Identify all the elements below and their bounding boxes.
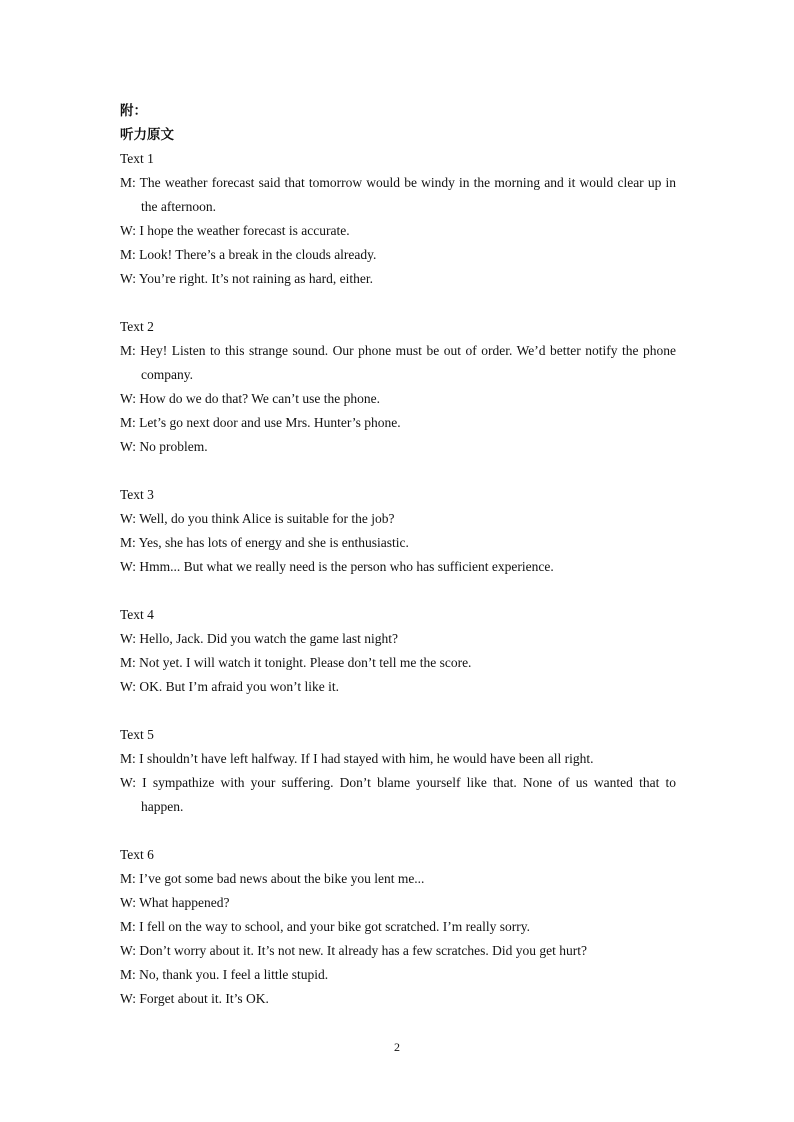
text-title: Text 2: [120, 319, 154, 334]
text-title: Text 4: [120, 607, 154, 622]
dialogue-line: W: What happened?: [120, 895, 230, 910]
text-title: Text 6: [120, 847, 154, 862]
dialogue-line: M: Not yet. I will watch it tonight. Please don’t tell me the score.: [120, 655, 472, 670]
dialogue-line: M: The weather forecast said that tomorrow would be windy in the morning and it would clear up in the afternoon.: [120, 175, 676, 214]
text-title: Text 5: [120, 727, 154, 742]
dialogue-line: M: Let’s go next door and use Mrs. Hunter’s phone.: [120, 415, 401, 430]
dialogue-line: M: Hey! Listen to this strange sound. Our phone must be out of order. We’d better notify the phone company.: [120, 343, 676, 382]
dialogue-line: W: How do we do that? We can’t use the phone.: [120, 391, 380, 406]
dialogue-line: W: Hmm... But what we really need is the person who has sufficient experience.: [120, 559, 554, 574]
transcript-section: [120, 315, 676, 459]
dialogue-line: M: I shouldn’t have left halfway. If I had stayed with him, he would have been all right.: [120, 751, 594, 766]
dialogue-line: W: Well, do you think Alice is suitable for the job?: [120, 511, 395, 526]
text-title: Text 3: [120, 487, 154, 502]
section-title: 听力原文: [120, 127, 174, 143]
transcript-section: [120, 843, 676, 1011]
section-gap: [120, 459, 676, 483]
page-number: 2: [394, 1040, 400, 1054]
section-gap: [120, 819, 676, 843]
dialogue-line: W: I hope the weather forecast is accurate.: [120, 223, 350, 238]
appendix-heading: 附：: [120, 103, 147, 119]
transcript-section: [120, 723, 676, 819]
dialogue-line: W: Forget about it. It’s OK.: [120, 991, 269, 1006]
transcript-section: [120, 147, 676, 291]
dialogue-line: M: I’ve got some bad news about the bike you lent me...: [120, 871, 425, 886]
document-page: [120, 99, 676, 1011]
dialogue-line: W: Hello, Jack. Did you watch the game last night?: [120, 631, 399, 646]
transcript-section: [120, 603, 676, 699]
dialogue-line: W: Don’t worry about it. It’s not new. It already has a few scratches. Did you get hurt?: [120, 943, 587, 958]
section-gap: [120, 291, 676, 315]
section-gap: [120, 699, 676, 723]
dialogue-line: W: You’re right. It’s not raining as hard, either.: [120, 271, 373, 286]
dialogue-line: M: No, thank you. I feel a little stupid.: [120, 967, 329, 982]
dialogue-line: M: I fell on the way to school, and your bike got scratched. I’m really sorry.: [120, 919, 531, 934]
section-gap: [120, 579, 676, 603]
transcript-list: [120, 147, 676, 1011]
text-title: Text 1: [120, 151, 154, 166]
transcript-section: [120, 483, 676, 579]
dialogue-line: W: I sympathize with your suffering. Don’t blame yourself like that. None of us wanted that to happen.: [120, 775, 676, 814]
dialogue-line: W: No problem.: [120, 439, 208, 454]
dialogue-line: M: Yes, she has lots of energy and she is enthusiastic.: [120, 535, 409, 550]
dialogue-line: W: OK. But I’m afraid you won’t like it.: [120, 679, 339, 694]
dialogue-line: M: Look! There’s a break in the clouds already.: [120, 247, 377, 262]
